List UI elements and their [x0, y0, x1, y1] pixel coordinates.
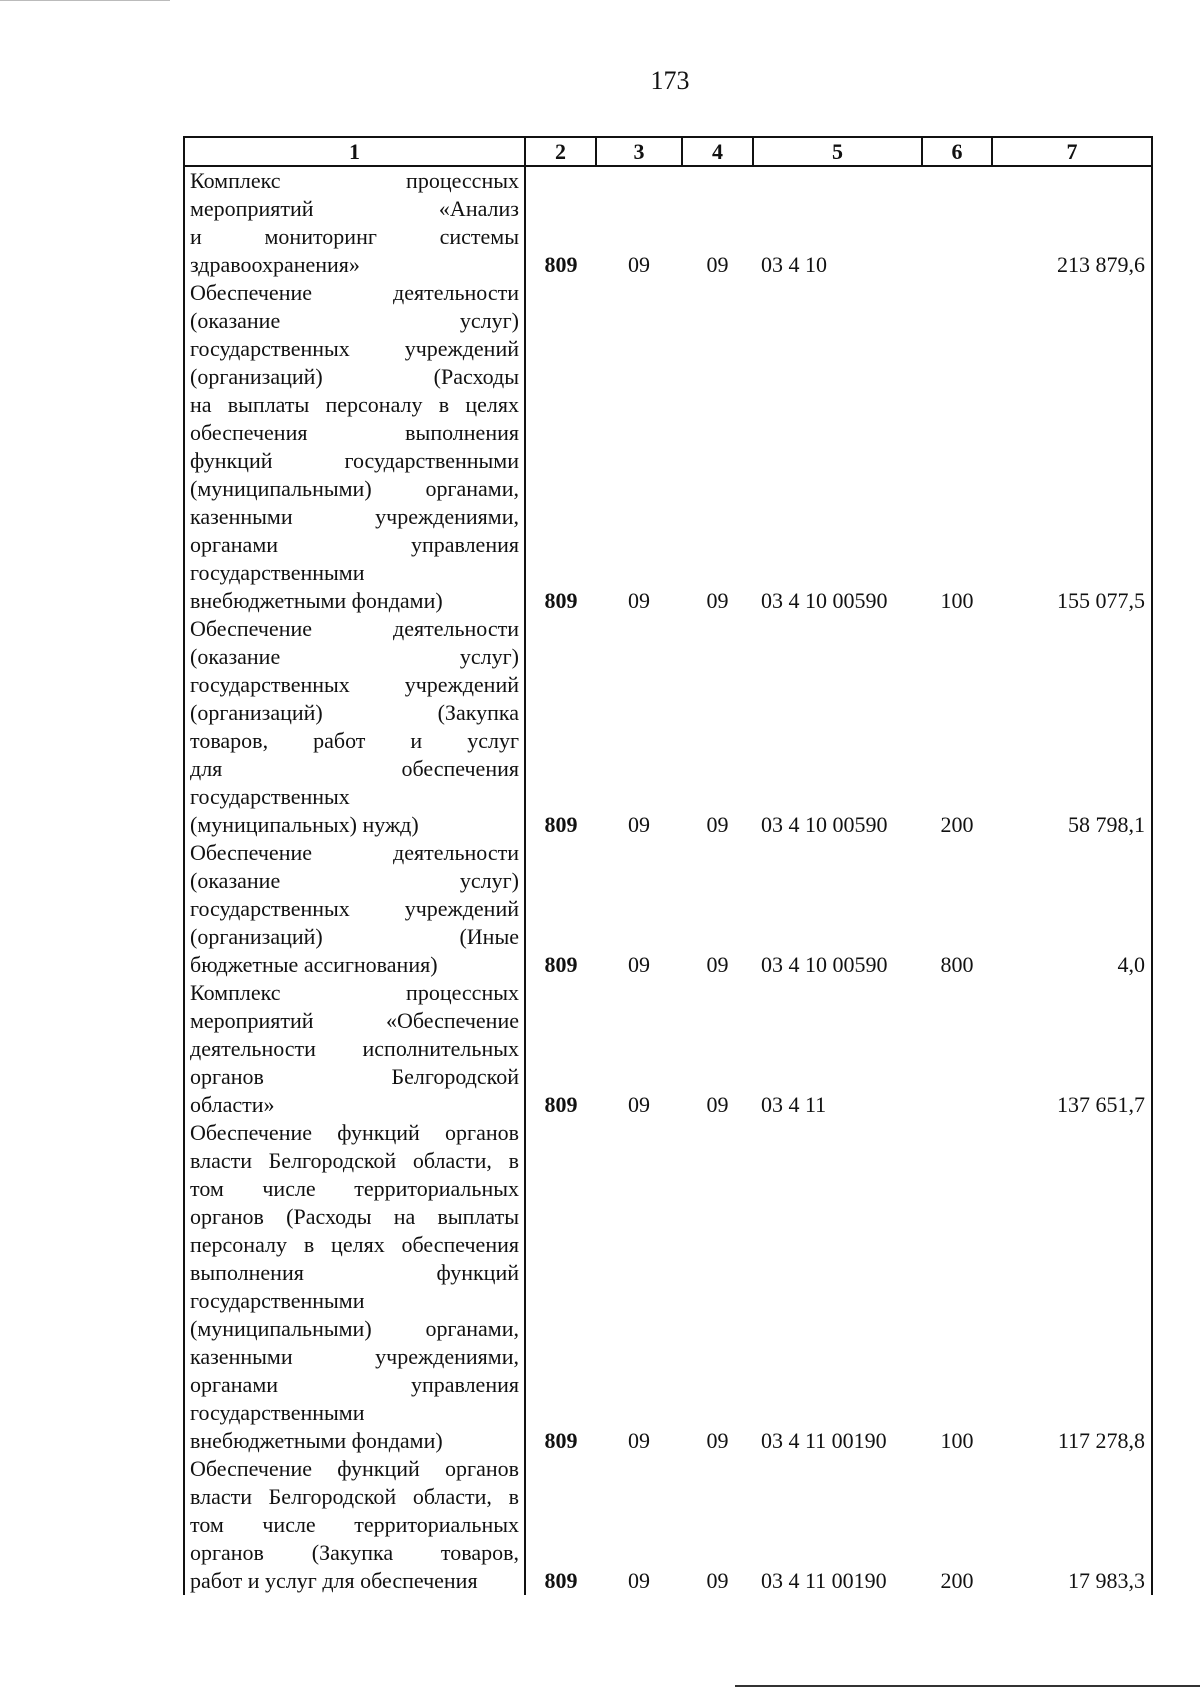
row-description-text: [190, 1455, 519, 1595]
row-ministry-code: 809: [544, 1568, 578, 1593]
row-expense-type-code: 200: [940, 812, 974, 837]
row-amount: 137 651,7: [992, 979, 1152, 1119]
table-row: [184, 279, 1152, 615]
row-section-code: 09: [628, 812, 650, 837]
description-line: органов (Закупка товаров,: [190, 1540, 519, 1565]
description-line: казенными учреждениями,: [190, 1344, 519, 1369]
description-line: Комплекс процессных: [190, 168, 519, 193]
description-line: деятельности исполнительных: [190, 1036, 519, 1061]
description-line: (организаций) (Иные: [190, 924, 519, 949]
description-line: для обеспечения: [190, 756, 519, 781]
table-row: [184, 615, 1152, 839]
description-line: (оказание услуг): [190, 868, 519, 893]
row-amount: 213 879,6: [992, 166, 1152, 279]
row-expense-type-code: [922, 979, 992, 1119]
row-subsection-code: 09: [706, 588, 729, 613]
row-target-article-code: 03 4 10 00590: [761, 952, 888, 977]
description-line: (организаций) (Закупка: [190, 700, 519, 725]
row-section-code: 09: [628, 252, 650, 277]
description-line: Комплекс процессных: [190, 980, 519, 1005]
description-line: органов (Расходы на выплаты: [190, 1204, 519, 1229]
row-target-article-code: 03 4 10 00590: [761, 812, 888, 837]
table-row: [184, 1455, 1152, 1595]
description-line: Обеспечение деятельности: [190, 616, 519, 641]
description-line: Обеспечение деятельности: [190, 280, 519, 305]
row-target-article-code: 03 4 10: [761, 252, 827, 277]
description-line: (муниципальных) нужд): [190, 812, 419, 837]
scan-bottom-rule: [735, 1685, 1200, 1687]
row-target-article-code: 03 4 11 00190: [761, 1428, 887, 1453]
row-expense-type-code: 100: [940, 588, 974, 613]
description-line: обеспечения выполнения: [190, 420, 519, 445]
row-ministry-code: 809: [544, 1092, 578, 1117]
row-description: [184, 839, 525, 979]
row-amount: 17 983,3: [992, 1455, 1152, 1595]
description-line: (муниципальными) органами,: [190, 476, 519, 501]
header-col-5: 5: [753, 137, 922, 166]
row-amount: 117 278,8: [992, 1119, 1152, 1455]
row-amount: 155 077,5: [992, 279, 1152, 615]
description-line: и мониторинг системы: [190, 224, 519, 249]
table-row: [184, 1119, 1152, 1455]
table-body: [184, 166, 1152, 1595]
description-line: товаров, работ и услуг: [190, 728, 519, 753]
description-line: Обеспечение функций органов: [190, 1120, 519, 1145]
row-expense-type-code: 800: [940, 952, 974, 977]
description-line: внебюджетными фондами): [190, 1428, 443, 1453]
description-line: органами управления: [190, 532, 519, 557]
table-row: [184, 166, 1152, 279]
page-number: 173: [650, 66, 690, 95]
row-expense-type-code: 100: [940, 1428, 974, 1453]
row-amount: 4,0: [992, 839, 1152, 979]
description-line: выполнения функций: [190, 1260, 519, 1285]
row-ministry-code: 809: [544, 952, 578, 977]
description-line: внебюджетными фондами): [190, 588, 443, 613]
budget-table-wrap: [183, 136, 1151, 1595]
description-line: государственными: [190, 1288, 365, 1313]
row-section-code: 09: [628, 1568, 650, 1593]
description-line: на выплаты персоналу в целях: [190, 392, 519, 417]
description-line: работ и услуг для обеспечения: [190, 1568, 478, 1593]
row-description: [184, 166, 525, 279]
row-subsection-code: 09: [706, 1092, 729, 1117]
row-description-text: [190, 979, 519, 1119]
scan-top-rule: [0, 0, 170, 1]
description-line: (муниципальными) органами,: [190, 1316, 519, 1341]
header-col-7: 7: [992, 137, 1152, 166]
description-line: государственных учреждений: [190, 896, 519, 921]
table-row: [184, 839, 1152, 979]
row-ministry-code: 809: [544, 812, 578, 837]
description-line: мероприятий «Обеспечение: [190, 1008, 519, 1033]
description-line: Обеспечение деятельности: [190, 840, 519, 865]
description-line: (организаций) (Расходы: [190, 364, 519, 389]
description-line: Обеспечение функций органов: [190, 1456, 519, 1481]
row-description: [184, 1455, 525, 1595]
description-line: государственных учреждений: [190, 336, 519, 361]
row-amount: 58 798,1: [992, 615, 1152, 839]
budget-table: [183, 136, 1153, 1595]
row-description-text: [190, 615, 519, 839]
row-section-code: 09: [628, 1428, 650, 1453]
row-description: [184, 615, 525, 839]
description-line: органов Белгородской: [190, 1064, 519, 1089]
row-target-article-code: 03 4 11: [761, 1092, 827, 1117]
row-target-article-code: 03 4 11 00190: [761, 1568, 887, 1593]
row-subsection-code: 09: [706, 952, 729, 977]
description-line: власти Белгородской области, в: [190, 1484, 519, 1509]
description-line: государственными: [190, 1400, 365, 1425]
row-description-text: [190, 839, 519, 979]
description-line: области»: [190, 1092, 275, 1117]
row-subsection-code: 09: [706, 252, 729, 277]
row-expense-type-code: 200: [940, 1568, 974, 1593]
description-line: персоналу в целях обеспечения: [190, 1232, 519, 1257]
row-ministry-code: 809: [544, 252, 578, 277]
header-col-1: 1: [184, 137, 525, 166]
description-line: (оказание услуг): [190, 308, 519, 333]
row-description-text: [190, 1119, 519, 1455]
description-line: функций государственными: [190, 448, 519, 473]
row-section-code: 09: [628, 952, 650, 977]
row-target-article-code: 03 4 10 00590: [761, 588, 888, 613]
row-ministry-code: 809: [544, 588, 578, 613]
row-description-text: [190, 167, 519, 279]
description-line: власти Белгородской области, в: [190, 1148, 519, 1173]
table-header-row: [184, 137, 1152, 166]
description-line: казенными учреждениями,: [190, 504, 519, 529]
description-line: том числе территориальных: [190, 1176, 519, 1201]
description-line: том числе территориальных: [190, 1512, 519, 1537]
description-line: государственными: [190, 560, 365, 585]
description-line: государственных учреждений: [190, 672, 519, 697]
row-ministry-code: 809: [544, 1428, 578, 1453]
row-subsection-code: 09: [706, 1428, 729, 1453]
header-col-2: 2: [525, 137, 596, 166]
row-description: [184, 279, 525, 615]
description-line: государственных: [190, 784, 350, 809]
row-section-code: 09: [628, 1092, 650, 1117]
header-col-4: 4: [682, 137, 753, 166]
row-section-code: 09: [628, 588, 650, 613]
description-line: мероприятий «Анализ: [190, 196, 519, 221]
description-line: здравоохранения»: [190, 252, 360, 277]
row-description-text: [190, 279, 519, 615]
description-line: органами управления: [190, 1372, 519, 1397]
row-subsection-code: 09: [706, 812, 729, 837]
table-row: [184, 979, 1152, 1119]
header-col-3: 3: [596, 137, 682, 166]
row-expense-type-code: [922, 166, 992, 279]
row-description: [184, 979, 525, 1119]
header-col-6: 6: [922, 137, 992, 166]
description-line: (оказание услуг): [190, 644, 519, 669]
row-description: [184, 1119, 525, 1455]
description-line: бюджетные ассигнования): [190, 952, 438, 977]
row-subsection-code: 09: [706, 1568, 729, 1593]
